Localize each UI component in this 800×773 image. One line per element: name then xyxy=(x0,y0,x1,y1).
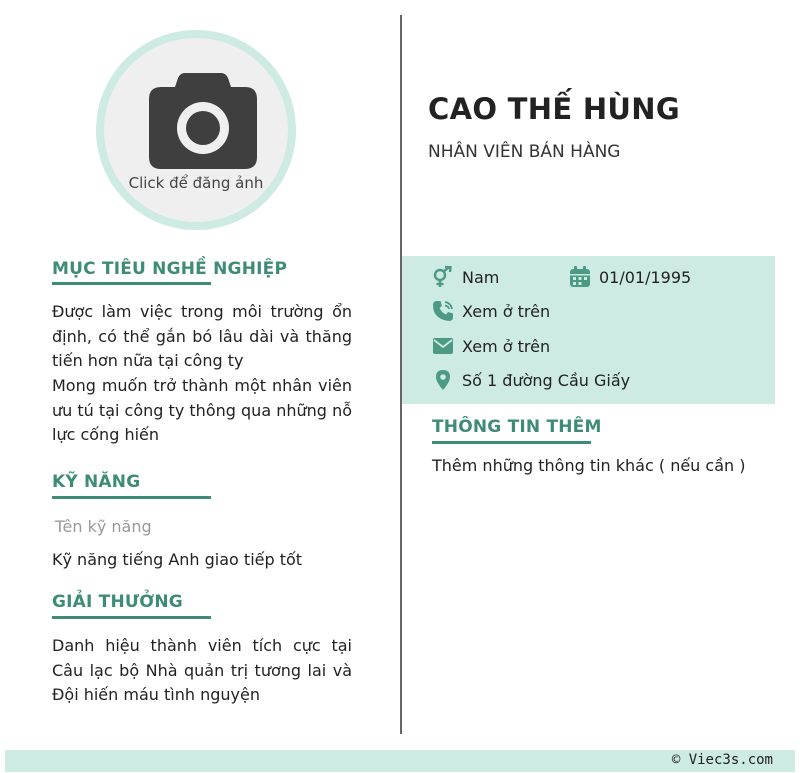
awards-title: GIẢI THƯỞNG xyxy=(52,592,183,612)
skill-description: Kỹ năng tiếng Anh giao tiếp tốt xyxy=(52,550,303,569)
email-value: Xem ở trên xyxy=(462,336,551,356)
extra-info-title-underline xyxy=(432,441,591,444)
contact-gender xyxy=(432,266,499,288)
envelope-icon xyxy=(432,335,454,357)
gender-icon xyxy=(432,266,454,288)
address-value: Số 1 đường Cầu Giấy xyxy=(462,370,631,390)
skill-name: Tên kỹ năng xyxy=(55,517,152,536)
map-pin-icon xyxy=(432,369,454,391)
objective-paragraph-1: Được làm việc trong môi trường ổn định, có thể gắn bó lâu dài và thăng tiến hơn nữa tại công ty xyxy=(52,302,352,370)
avatar-ring xyxy=(96,30,296,230)
objective-title: MỤC TIÊU NGHỀ NGHIỆP xyxy=(52,259,288,279)
contact-address xyxy=(432,369,630,391)
footer-copyright[interactable]: © Viec3s.com xyxy=(671,752,773,768)
contact-birthday xyxy=(569,266,691,288)
phone-value: Xem ở trên xyxy=(462,301,551,321)
calendar-icon xyxy=(569,266,591,288)
avatar-caption: Click để đăng ảnh xyxy=(128,174,264,192)
phone-icon xyxy=(432,300,454,322)
extra-info-title: THÔNG TIN THÊM xyxy=(432,417,602,437)
candidate-name: CAO THẾ HÙNG xyxy=(428,92,680,126)
birthday-value: 01/01/1995 xyxy=(599,267,692,287)
objective-paragraph-2: Mong muốn trở thành một nhân viên ưu tú tại công ty thông qua những nỗ lực cống hiến xyxy=(52,376,352,444)
objective-title-underline xyxy=(52,282,211,285)
contact-phone xyxy=(432,300,550,322)
skills-title: KỸ NĂNG xyxy=(52,472,141,492)
awards-paragraph: Danh hiệu thành viên tích cực tại Câu lạc bộ Nhà quản trị tương lai và Đội hiến máu tình nguyện xyxy=(52,636,352,704)
skills-title-underline xyxy=(52,496,211,499)
extra-info-text: Thêm những thông tin khác ( nếu cần ) xyxy=(432,456,746,475)
contact-email xyxy=(432,335,550,357)
footer-bar xyxy=(5,750,795,772)
gender-value: Nam xyxy=(462,267,500,287)
camera-icon xyxy=(149,73,257,169)
avatar-upload[interactable] xyxy=(104,38,288,222)
candidate-position: NHÂN VIÊN BÁN HÀNG xyxy=(428,142,621,162)
awards-title-underline xyxy=(52,616,211,619)
